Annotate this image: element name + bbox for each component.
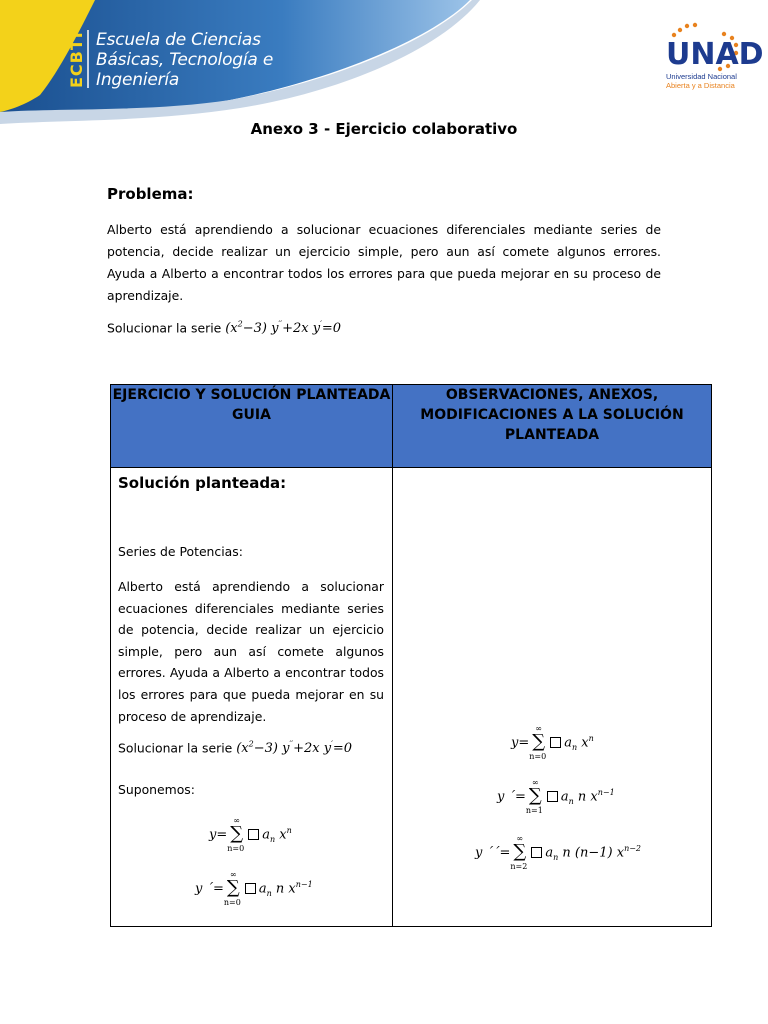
obs-series-y: y= ∞ ∑ n=0 $a_n$ $x^n$	[511, 724, 594, 761]
cell-equation: $(x^2-3)$ y′′+2x y′=0	[236, 740, 353, 757]
problem-equation-line	[107, 320, 341, 336]
unad-subtitle	[666, 72, 737, 90]
series-y-prime: y ´= ∞ ∑ n=0 $a_n$ n $x^{n-1}$	[195, 870, 313, 907]
ecbti-text: ECBTI	[67, 31, 86, 88]
unad-sub-line-2: Abierta y a Distancia	[666, 81, 735, 90]
ecbti-vertical-label	[62, 28, 90, 90]
table-header-right: OBSERVACIONES, ANEXOS, MODIFICACIONES A LA SOLUCIÓN PLANTEADA	[393, 385, 712, 468]
unad-logo-text: UNAD	[666, 37, 764, 72]
solve-label: Solucionar la serie	[107, 320, 222, 336]
obs-series-y-prime: y ´= ∞ ∑ n=1 $a_n$ n $x^{n-1}$	[497, 778, 615, 815]
table-header-left: EJERCICIO Y SOLUCIÓN PLANTEADA GUIA	[111, 385, 393, 468]
document-title: Anexo 3 - Ejercicio colaborativo	[250, 120, 518, 138]
observations-cell	[393, 468, 712, 927]
solution-paragraph: Alberto está aprendiendo a solucionar ecuaciones diferenciales mediante series de potencia, decide realizar un ejercicio simple, pero aun así comete algunos errores. Ayuda a Alberto a encontrar todos los errores para que pueda mejorar en su proceso de aprendizaje.	[118, 579, 384, 724]
solution-equation-line	[118, 740, 352, 756]
solution-heading: Solución planteada:	[118, 474, 287, 492]
solution-cell	[111, 468, 393, 927]
problem-heading: Problema:	[107, 185, 194, 203]
equation: $(x^2-3)$ y′′+2x y′=0	[225, 320, 342, 337]
school-line-3: Ingeniería	[96, 70, 180, 90]
unad-sub-line-1: Universidad Nacional	[666, 72, 737, 81]
cell-solve-label: Solucionar la serie	[118, 740, 233, 756]
school-line-2: Básicas, Tecnología e	[96, 50, 274, 70]
school-line-1: Escuela de Ciencias	[96, 30, 261, 50]
suppose-label: Suponemos:	[118, 782, 195, 797]
series-label: Series de Potencias:	[118, 544, 243, 559]
problem-text: Alberto está aprendiendo a solucionar ecuaciones diferenciales mediante series de potencia, decide realizar un ejercicio simple, pero aun así comete algunos errores. Ayuda a Alberto a encontrar todos los errores para que pueda mejorar en su proceso de aprendizaje.	[107, 222, 661, 303]
school-name	[96, 30, 273, 90]
exercise-table	[110, 384, 712, 927]
series-y: y= ∞ ∑ n=0 $a_n$ $x^n$	[209, 816, 292, 853]
obs-series-y-double-prime: y ´´= ∞ ∑ n=2 $a_n$ n (n−1) $x^{n-2}$	[475, 834, 642, 871]
